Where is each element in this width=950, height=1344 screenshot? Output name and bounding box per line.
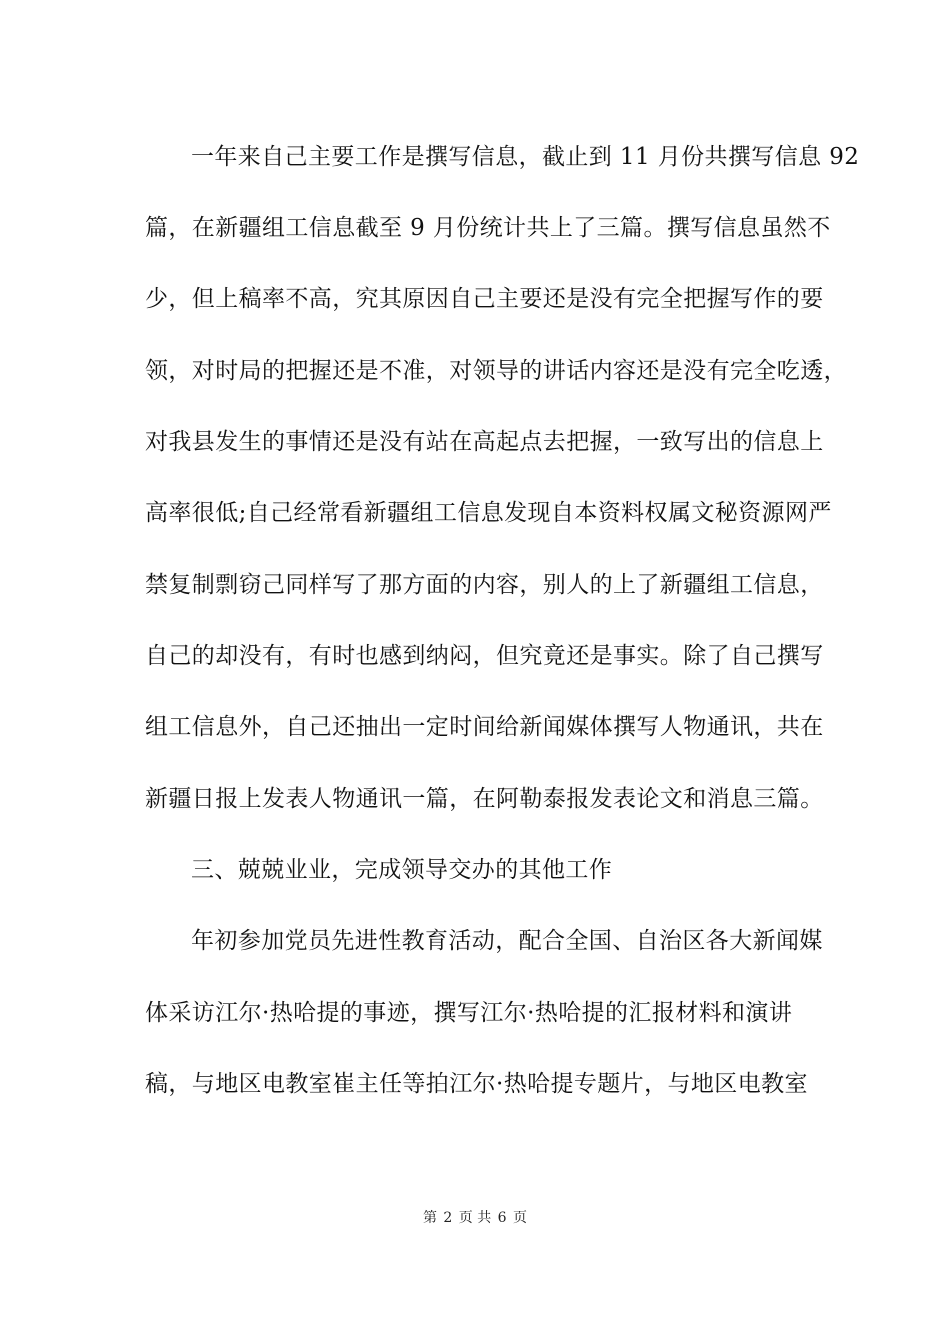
paragraph-line: 稿，与地区电教室崔主任等拍江尔·热哈提专题片，与地区电教室 xyxy=(145,1071,808,1097)
paragraph-line: 禁复制剽窃己同样写了那方面的内容，别人的上了新疆组工信息， xyxy=(145,572,824,598)
paragraph-line: 少，但上稿率不高，究其原因自己主要还是没有完全把握写作的要 xyxy=(145,286,824,312)
paragraph-line: 新疆日报上发表人物通讯一篇，在阿勒泰报发表论文和消息三篇。 xyxy=(145,786,824,812)
total-page-count: 6 xyxy=(497,1210,507,1226)
page-footer xyxy=(0,1208,950,1228)
footer-prefix: 第 xyxy=(422,1210,437,1226)
paragraph-line: 领，对时局的把握还是不准，对领导的讲话内容还是没有完全吃透， xyxy=(145,358,847,384)
paragraph-line: 组工信息外，自己还抽出一定时间给新闻媒体撰写人物通讯，共在 xyxy=(145,714,824,740)
paragraph-line: 对我县发生的事情还是没有站在高起点去把握，一致写出的信息上 xyxy=(145,429,824,455)
paragraph-line: 年初参加党员先进性教育活动，配合全国、自治区各大新闻媒 xyxy=(191,928,823,954)
paragraph-line: 自己的却没有，有时也感到纳闷，但究竟还是事实。除了自己撰写 xyxy=(145,643,824,669)
paragraph-line: 体采访江尔·热哈提的事迹，撰写江尔·热哈提的汇报材料和演讲 xyxy=(145,1000,793,1026)
section-heading: 三、兢兢业业，完成领导交办的其他工作 xyxy=(191,857,613,883)
current-page-number: 2 xyxy=(443,1210,453,1226)
footer-suffix: 页 xyxy=(513,1210,528,1226)
paragraph-line: 一年来自己主要工作是撰写信息，截止到 11 月份共撰写信息 92 xyxy=(191,144,860,170)
paragraph-line: 高率很低;自己经常看新疆组工信息发现自本资料权属文秘资源网严 xyxy=(145,500,832,526)
footer-middle: 页 共 xyxy=(458,1210,492,1226)
paragraph-line: 篇，在新疆组工信息截至 9 月份统计共上了三篇。撰写信息虽然不 xyxy=(145,215,831,241)
